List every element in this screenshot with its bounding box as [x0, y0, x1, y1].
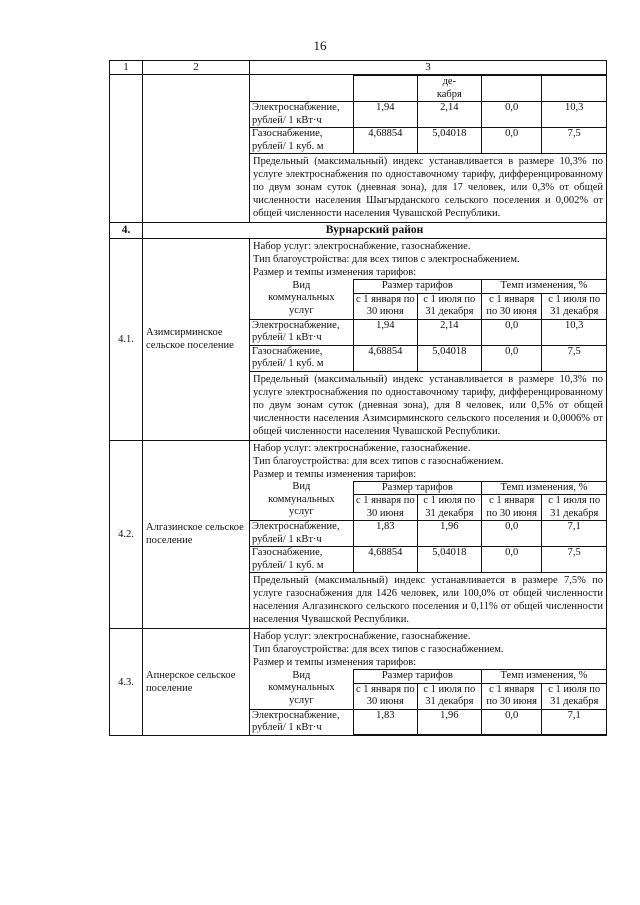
- rate-jul: 7,1: [542, 521, 606, 547]
- tariff-table-inner: [250, 669, 606, 735]
- service-name: Газоснабжение, рублей/ 1 куб. м: [250, 128, 353, 154]
- column-number: 1: [110, 61, 143, 75]
- tariff-row: [250, 521, 606, 547]
- tariff-row: [250, 102, 606, 128]
- rate-jul: 7,5: [542, 547, 606, 573]
- settlement-name: Апнерское сельское поселение: [143, 629, 250, 736]
- entry-number: 4.1.: [110, 239, 143, 441]
- services-set: Набор услуг: электроснабжение, газоснабжение.: [253, 241, 471, 252]
- period-jul: с 1 июля по 31 декабря: [417, 293, 481, 319]
- settlement-entry: [110, 440, 607, 629]
- settlement-entry: [110, 239, 607, 441]
- tariff-table-inner: [250, 279, 606, 372]
- limit-index-note: Предельный (максимальный) индекс устанавливается в размере 10,3% по услуге электроснабжения по одноставочному тарифу, дифференцированному по двум зонам суток (дневная зона), для 8 человек, или 0,5% от общей численности населения Азимсирминского сельского поселения и 0,0006% от общей численности населения Чувашской Республики.: [253, 373, 603, 437]
- rates-header: Темп изменения, %: [481, 280, 606, 294]
- district-name: Вурнарский район: [143, 223, 607, 239]
- page-number: 16: [313, 38, 327, 53]
- tariff-jan: 1,94: [353, 319, 417, 345]
- period-jan: с 1 января по 30 июня: [481, 683, 542, 709]
- district-number: 4.: [110, 223, 143, 239]
- continued-entry: [110, 75, 607, 223]
- service-header: Вид коммунальных услуг: [250, 481, 353, 521]
- tariff-jan: 4,68854: [353, 547, 417, 573]
- continued-tariff-table: [250, 75, 606, 154]
- settlement-name: Азимсирминское сельское поселение: [143, 239, 250, 441]
- service-name: Электроснабжение, рублей/ 1 кВт·ч: [250, 709, 353, 735]
- rate-jan: 0,0: [481, 128, 542, 154]
- tariffs-header: Размер тарифов: [353, 481, 481, 495]
- improvement-type: Тип благоустройства: для всех типов с газоснабжением.: [253, 644, 504, 655]
- tariff-size-title: Размер и темпы изменения тарифов:: [253, 468, 417, 480]
- period-fragment: де- кабря: [417, 76, 481, 102]
- tariff-jan: 1,83: [353, 709, 417, 735]
- tariff-jul: 5,04018: [417, 345, 481, 371]
- improvement-type: Тип благоустройства: для всех типов с газоснабжением.: [253, 455, 504, 467]
- tariff-size-title: Размер и темпы изменения тарифов:: [253, 267, 417, 278]
- entry-number: 4.3.: [110, 629, 143, 736]
- rate-jan: 0,0: [481, 547, 542, 573]
- tariff-row: [250, 709, 606, 735]
- rates-header: Темп изменения, %: [481, 670, 606, 684]
- tariff-jul: 5,04018: [417, 547, 481, 573]
- entry-number: 4.2.: [110, 440, 143, 629]
- rates-header: Темп изменения, %: [481, 481, 606, 495]
- rate-jan: 0,0: [481, 521, 542, 547]
- service-name: Газоснабжение, рублей/ 1 куб. м: [250, 345, 353, 371]
- tariff-jul: 1,96: [417, 521, 481, 547]
- tariff-row: [250, 128, 606, 154]
- period-jan: с 1 января по 30 июня: [481, 293, 542, 319]
- tariff-jan: 4,68854: [353, 128, 417, 154]
- service-name: Электроснабжение, рублей/ 1 кВт·ч: [250, 102, 353, 128]
- rate-jan: 0,0: [481, 345, 542, 371]
- rate-jan: 0,0: [481, 319, 542, 345]
- tariff-table-inner: [250, 481, 606, 574]
- tariff-row: [250, 345, 606, 371]
- period-jan: с 1 января по 30 июня: [353, 495, 417, 521]
- period-jan: с 1 января по 30 июня: [481, 495, 542, 521]
- service-header: Вид коммунальных услуг: [250, 670, 353, 710]
- rate-jan: 0,0: [481, 709, 542, 735]
- service-name: Газоснабжение, рублей/ 1 куб. м: [250, 547, 353, 573]
- tariff-jul: 2,14: [417, 102, 481, 128]
- column-number: 3: [250, 61, 607, 75]
- rate-jul: 7,1: [542, 709, 606, 735]
- tariffs-header: Размер тарифов: [353, 670, 481, 684]
- services-set: Набор услуг: электроснабжение, газоснабжение.: [253, 442, 471, 454]
- settlement-entry: [110, 629, 607, 736]
- service-header: Вид коммунальных услуг: [250, 280, 353, 320]
- improvement-type: Тип благоустройства: для всех типов с электроснабжением.: [253, 254, 520, 265]
- column-number-row: [110, 61, 607, 75]
- tariff-size-title: Размер и темпы изменения тарифов:: [253, 657, 417, 668]
- rate-jul: 10,3: [542, 319, 606, 345]
- service-name: Электроснабжение, рублей/ 1 кВт·ч: [250, 319, 353, 345]
- tariffs-header: Размер тарифов: [353, 280, 481, 294]
- rate-jul: 10,3: [542, 102, 606, 128]
- limit-index-note: Предельный (максимальный) индекс устанавливается в размере 7,5% по услуге газоснабжения для 1426 человек, или 100,0% от общей численности населения Алгазинского сельского поселения и 0,11% от общей численности населения Чувашской Республики.: [253, 575, 603, 625]
- period-jul: с 1 июля по 31 декабря: [542, 293, 606, 319]
- tariff-jul: 1,96: [417, 709, 481, 735]
- period-jul: с 1 июля по 31 декабря: [417, 495, 481, 521]
- period-jan: с 1 января по 30 июня: [353, 293, 417, 319]
- service-name: Электроснабжение, рублей/ 1 кВт·ч: [250, 521, 353, 547]
- tariff-jul: 2,14: [417, 319, 481, 345]
- settlement-name: Алгазинское сельское поселение: [143, 440, 250, 629]
- period-jul: с 1 июля по 31 декабря: [542, 683, 606, 709]
- period-jan: с 1 января по 30 июня: [353, 683, 417, 709]
- tariff-table: [109, 60, 607, 736]
- tariff-jul: 5,04018: [417, 128, 481, 154]
- rate-jul: 7,5: [542, 345, 606, 371]
- tariff-row: [250, 319, 606, 345]
- rate-jan: 0,0: [481, 102, 542, 128]
- tariff-jan: 1,94: [353, 102, 417, 128]
- period-jul: с 1 июля по 31 декабря: [542, 495, 606, 521]
- period-jul: с 1 июля по 31 декабря: [417, 683, 481, 709]
- tariff-jan: 4,68854: [353, 345, 417, 371]
- services-set: Набор услуг: электроснабжение, газоснабжение.: [253, 631, 471, 642]
- tariff-jan: 1,83: [353, 521, 417, 547]
- limit-index-note: Предельный (максимальный) индекс устанавливается в размере 10,3% по услуге электроснабжения по одноставочному тарифу, дифференцированному по двум зонам суток (дневная зона), для 17 человек, или 0,3% от общей численности населения Шыгырданского сельского поселения и 0,002% от общей численности населения Чувашской Республики.: [253, 156, 603, 219]
- tariff-row: [250, 547, 606, 573]
- district-row: [110, 223, 607, 239]
- rate-jul: 7,5: [542, 128, 606, 154]
- column-number: 2: [143, 61, 250, 75]
